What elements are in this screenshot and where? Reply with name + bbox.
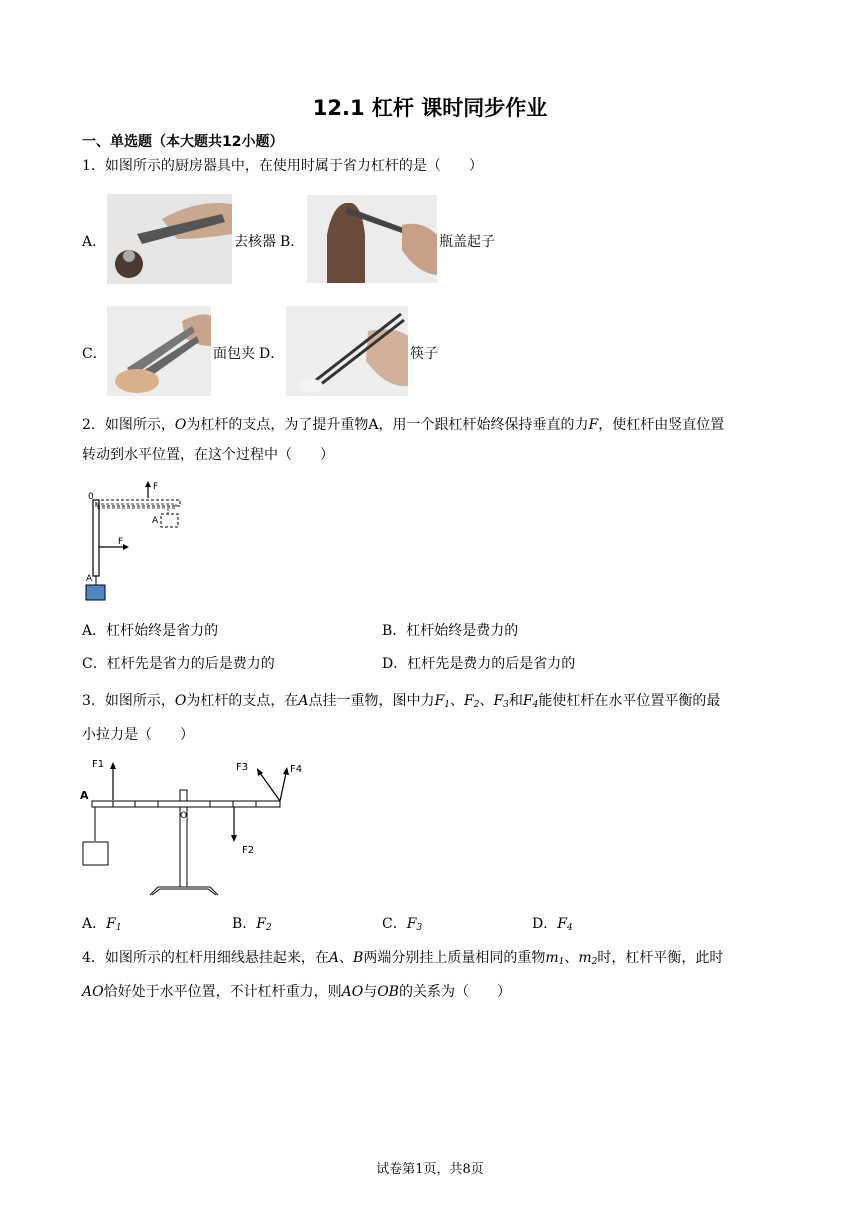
- q1-option-b-caption: 瓶盖起子: [439, 234, 495, 250]
- q2-label-a-dashed: A: [152, 516, 159, 526]
- q1-option-d-caption: 筷子: [410, 346, 438, 362]
- page-title: 12.1 杠杆 课时同步作业: [312, 96, 548, 120]
- q2-option-a: A．杠杆始终是省力的: [82, 623, 219, 639]
- q3-label-f2: F2: [242, 845, 255, 856]
- q1-option-c-letter: C．: [82, 346, 107, 362]
- chopsticks-illustration: [286, 306, 408, 396]
- q3-label-f3: F3: [236, 762, 249, 773]
- q2-label-f-side: F: [118, 537, 124, 547]
- q3-option-a: A．$F_1$: [82, 916, 122, 933]
- q3-label-o: O: [180, 811, 188, 821]
- q1-option-c-caption: 面包夹: [213, 346, 255, 362]
- chopsticks-photo: [286, 306, 408, 396]
- question-2-text: 2．如图所示，O为杠杆的支点，为了提升重物A，用一个跟杠杆始终保持垂直的力F，使杠杆由竖直位置 转动到水平位置，在这个过程中（ ）: [82, 417, 725, 463]
- bottle-opener-photo: [307, 195, 437, 283]
- q3-option-d: D．$F_4$: [532, 916, 573, 933]
- q1-option-a-letter: A．: [82, 234, 107, 250]
- bottle-opener-illustration: [307, 195, 437, 283]
- q3-label-f4: F4: [290, 764, 303, 775]
- question-4-text: 4．如图所示的杠杆用细线悬挂起来，在A、B两端分别挂上质量相同的重物$m_1$、$m_2$时，杠杆平衡，此时 AO恰好处于水平位置，不计杠杆重力，则AO与OB的关系为（ ）: [82, 950, 724, 1000]
- question-1-text: 1．如图所示的厨房器具中，在使用时属于省力杠杆的是（ ）: [82, 158, 483, 174]
- q2-lever-figure: [82, 478, 202, 603]
- q3-label-a: A: [80, 789, 89, 802]
- q2-label-f-top: F: [153, 482, 159, 492]
- q2-option-b: B．杠杆始终是费力的: [382, 623, 519, 639]
- q2-label-a: A: [86, 574, 93, 584]
- q3-lever-figure: [80, 755, 310, 900]
- q2-label-o: 0: [88, 492, 94, 502]
- section-heading: 一、单选题（本大题共12小题）: [82, 134, 284, 150]
- q3-option-b: B．$F_2$: [232, 916, 272, 933]
- q3-option-c: C．$F_3$: [382, 916, 423, 933]
- q3-label-f1: F1: [92, 759, 105, 770]
- q1-option-b-letter: B．: [280, 234, 305, 250]
- bread-tongs-photo: [107, 306, 211, 396]
- q2-option-c: C．杠杆先是省力的后是费力的: [82, 656, 275, 672]
- corer-photo: [107, 194, 232, 284]
- q1-option-a-caption: 去核器: [234, 234, 276, 250]
- question-3-text: 3．如图所示，O为杠杆的支点，在A点挂一重物，图中力$F_1$、$F_2$、$F_3$和$F_4$能使杠杆在水平位置平衡的最 小拉力是（ ）: [82, 693, 721, 743]
- bread-tongs-illustration: [107, 306, 211, 396]
- q1-option-d-letter: D．: [259, 346, 285, 362]
- corer-illustration: [107, 194, 232, 284]
- q2-weight-block: [86, 585, 105, 600]
- page-footer: 试卷第1页，共8页: [376, 1162, 484, 1177]
- q2-option-d: D．杠杆先是费力的后是省力的: [382, 656, 576, 672]
